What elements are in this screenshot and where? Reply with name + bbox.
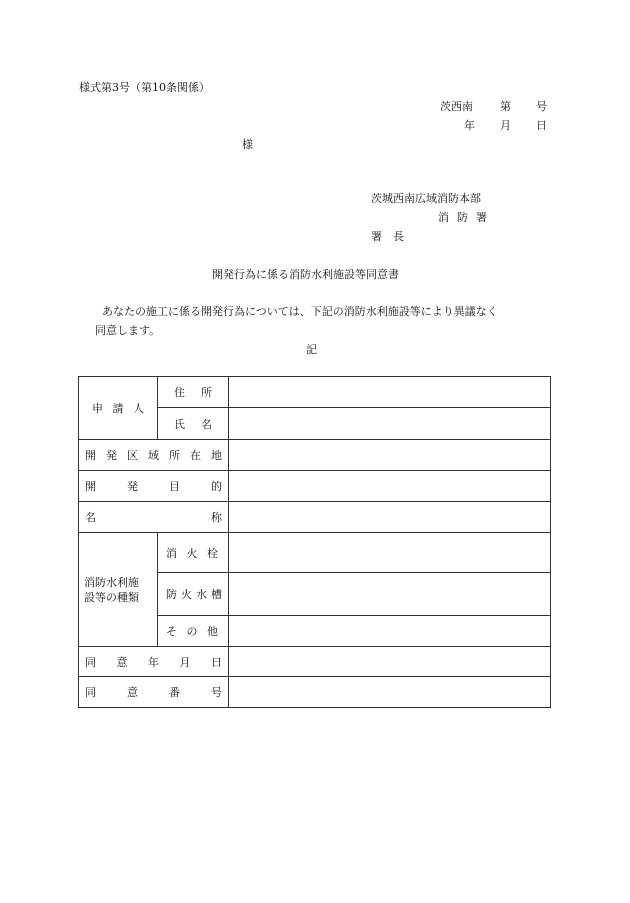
purpose-label-char: 目 bbox=[169, 480, 180, 493]
name-label bbox=[158, 408, 229, 440]
development-purpose-value-cell[interactable] bbox=[229, 471, 551, 502]
development-location-label bbox=[79, 440, 229, 471]
location-label-char: 区 bbox=[127, 449, 138, 462]
address-label-char: 所 bbox=[201, 386, 212, 399]
consent-number-value-cell[interactable] bbox=[229, 677, 551, 708]
applicant-label-char: 請 bbox=[112, 402, 124, 415]
fire-water-tank-value-cell[interactable] bbox=[229, 573, 551, 616]
hydrant-label-char: 火 bbox=[186, 546, 198, 560]
form-number: 様式第3号（第10条関係） bbox=[79, 81, 210, 94]
name-label-char: 氏 bbox=[174, 417, 185, 431]
address-label bbox=[158, 377, 229, 408]
table-row bbox=[79, 377, 551, 408]
title-label-char: 称 bbox=[211, 511, 222, 524]
name-value-cell[interactable] bbox=[229, 408, 551, 440]
doc-no-prefix: 茨西南 bbox=[440, 100, 473, 113]
location-label-char: 所 bbox=[169, 449, 180, 462]
location-label-char: 発 bbox=[106, 449, 117, 462]
consent-date-label-char: 日 bbox=[211, 655, 222, 669]
applicant-label-char: 人 bbox=[133, 402, 144, 415]
station-char: 防 bbox=[457, 211, 468, 224]
title-label-char: 名 bbox=[85, 511, 96, 524]
consent-date-label-char: 意 bbox=[116, 655, 128, 669]
date-day: 日 bbox=[536, 119, 547, 132]
name-label-char: 名 bbox=[201, 417, 212, 431]
consent-number-label-char: 意 bbox=[127, 686, 138, 699]
other-label-char: 他 bbox=[207, 625, 218, 638]
hydrant-value-cell[interactable] bbox=[229, 533, 551, 573]
purpose-label-char: 発 bbox=[127, 480, 138, 493]
table-row bbox=[79, 677, 551, 708]
tank-label-char: 水 bbox=[196, 588, 207, 601]
body-line-1: あなたの施工に係る開発行為については、下記の消防水利施設等により異議なく bbox=[102, 305, 498, 318]
body-line-2: 同意します。 bbox=[95, 324, 161, 337]
consent-date-label-char: 同 bbox=[85, 655, 96, 669]
development-location-value-cell[interactable] bbox=[229, 440, 551, 471]
other-label-char: そ bbox=[166, 625, 177, 638]
address-value-cell[interactable] bbox=[229, 377, 551, 408]
table-row bbox=[79, 471, 551, 502]
applicant-label bbox=[79, 377, 158, 440]
address-label-char: 住 bbox=[174, 386, 185, 399]
table-row bbox=[79, 440, 551, 471]
applicant-label-char: 申 bbox=[92, 402, 103, 415]
date-month: 月 bbox=[500, 119, 511, 132]
date-year: 年 bbox=[464, 119, 475, 132]
doc-no-go: 号 bbox=[536, 100, 547, 113]
facility-type-label-line: 消防水利施 bbox=[84, 575, 139, 589]
facility-type-label bbox=[79, 533, 158, 647]
location-label-char: 域 bbox=[148, 449, 159, 462]
location-label-char: 在 bbox=[190, 449, 201, 462]
table-row bbox=[79, 647, 551, 677]
development-purpose-label bbox=[79, 471, 229, 502]
chief-char: 署 bbox=[371, 230, 382, 243]
location-label-char: 開 bbox=[85, 449, 96, 462]
consent-number-label bbox=[79, 677, 229, 708]
purpose-label-char: 的 bbox=[211, 480, 222, 493]
consent-date-label-char: 年 bbox=[148, 655, 159, 669]
document-title: 開発行為に係る消防水利施設等同意書 bbox=[212, 268, 399, 281]
facility-type-label-line: 設等の種類 bbox=[84, 590, 139, 604]
consent-number-label-char: 同 bbox=[85, 686, 96, 699]
addressee-suffix: 様 bbox=[242, 138, 253, 151]
tank-label-char: 槽 bbox=[211, 588, 222, 601]
tank-label-char: 火 bbox=[181, 588, 192, 601]
consent-date-label bbox=[79, 647, 229, 677]
table-row bbox=[79, 502, 551, 533]
consent-date-value-cell[interactable] bbox=[229, 647, 551, 677]
fire-water-tank-label bbox=[158, 573, 229, 616]
purpose-label-char: 開 bbox=[85, 480, 96, 493]
project-title-value-cell[interactable] bbox=[229, 502, 551, 533]
record-mark: 記 bbox=[306, 343, 317, 356]
project-title-label bbox=[79, 502, 229, 533]
other-facility-value-cell[interactable] bbox=[229, 616, 551, 647]
other-facility-label bbox=[158, 616, 229, 647]
station-char: 消 bbox=[438, 211, 449, 224]
chief-char: 長 bbox=[393, 230, 404, 243]
hydrant-label-char: 消 bbox=[166, 546, 177, 560]
details-table bbox=[78, 376, 551, 708]
tank-label-char: 防 bbox=[166, 588, 177, 601]
table-row bbox=[79, 533, 551, 573]
hydrant-label-char: 栓 bbox=[207, 546, 218, 560]
consent-date-label-char: 月 bbox=[179, 655, 191, 669]
hydrant-label bbox=[158, 533, 229, 573]
issuer-organization: 茨城西南広域消防本部 bbox=[371, 192, 481, 205]
doc-no-dai: 第 bbox=[500, 100, 511, 113]
consent-number-label-char: 番 bbox=[169, 686, 180, 699]
location-label-char: 地 bbox=[211, 449, 222, 462]
station-char: 署 bbox=[476, 211, 487, 224]
consent-number-label-char: 号 bbox=[211, 686, 222, 699]
other-label-char: の bbox=[186, 625, 198, 638]
